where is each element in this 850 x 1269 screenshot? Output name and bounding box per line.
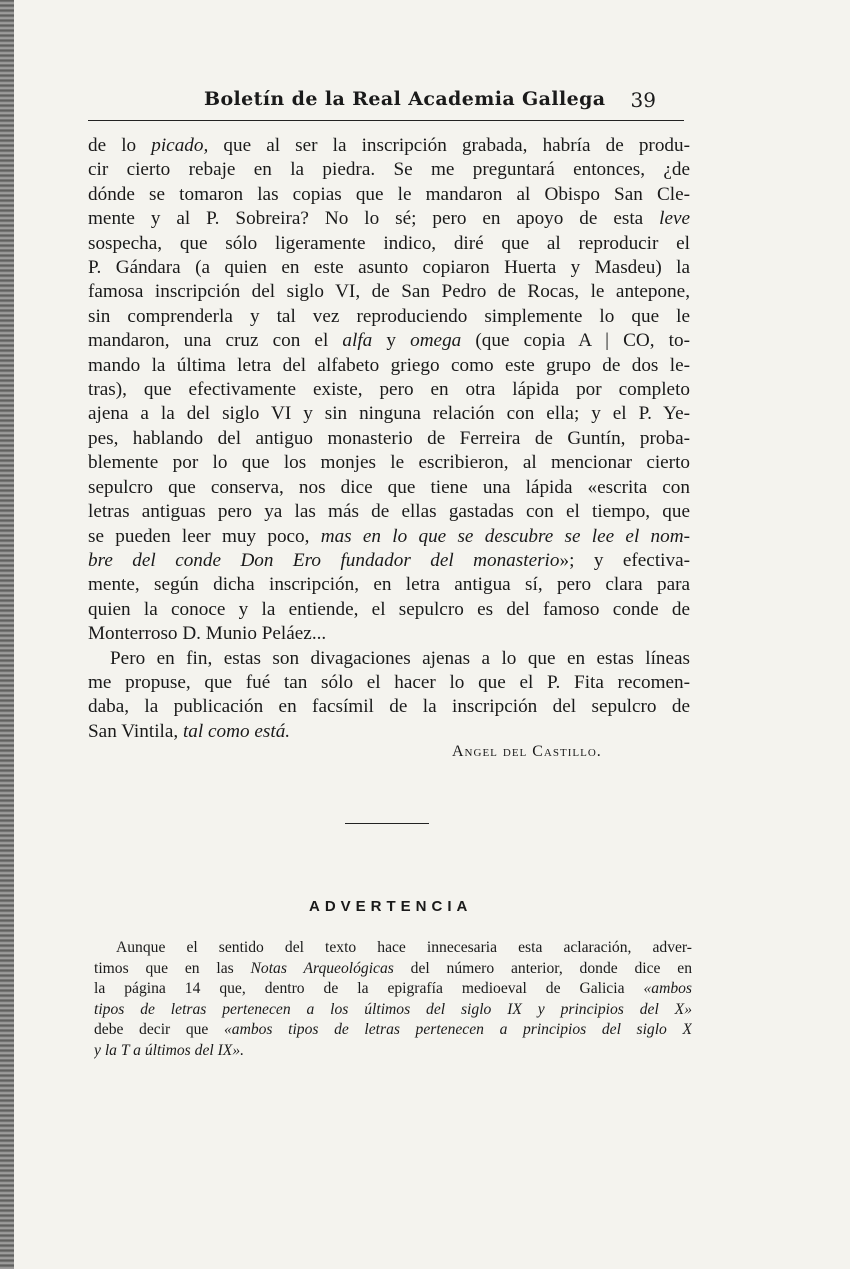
body-text-line: ajena a la del siglo VI y sin ninguna relación con ella; y el P. Ye- — [88, 403, 690, 425]
body-text-line: San Vintila, tal como está. — [88, 720, 291, 742]
body-text-line: blemente por lo que los monjes le escribieron, al mencionar cierto — [88, 452, 690, 474]
body-text-line: Pero en fin, estas son divagaciones ajenas a lo que en estas líneas — [110, 647, 690, 669]
article-body — [88, 134, 690, 744]
notice-body — [94, 938, 692, 1062]
body-text-line: tras), que efectivamente existe, pero en otra lápida por completo — [88, 379, 690, 401]
body-text-line: cir cierto rebaje en la piedra. Se me preguntará entonces, ¿de — [88, 159, 690, 181]
body-text-line: mandaron, una cruz con el alfa y omega (que copia A | CO, to- — [88, 330, 690, 352]
notice-text-line: Aunque el sentido del texto hace innecesaria esta aclaración, adver- — [116, 939, 692, 956]
body-text-line: sin comprenderla y tal vez reproduciendo simplemente lo que le — [88, 305, 690, 327]
body-text-line: letras antiguas pero ya las más de ellas gastadas con el tiempo, que — [88, 501, 690, 523]
body-text-line: sepulcro que conserva, nos dice que tiene una lápida «escrita con — [88, 476, 690, 498]
notice-heading: ADVERTENCIA — [309, 898, 473, 915]
body-text-line: de lo picado, que al ser la inscripción grabada, habría de produ- — [88, 135, 690, 156]
book-binding-edge — [0, 0, 14, 1269]
body-text-line: mando la última letra del alfabeto griego como este grupo de dos le- — [88, 354, 690, 376]
body-text-line: dónde se tomaron las copias que le mandaron al Obispo San Cle- — [88, 183, 690, 205]
body-text-line: bre del conde Don Ero fundador del monasterio»; y efectiva- — [88, 549, 690, 571]
body-text-line: mente, según dicha inscripción, en letra antigua sí, pero clara para — [88, 574, 690, 596]
body-text-line: daba, la publicación en facsímil de la inscripción del sepulcro de — [88, 696, 690, 718]
body-text-line: se pueden leer muy poco, mas en lo que se descubre se lee el nom- — [88, 525, 690, 547]
body-text-line: Monterroso D. Munio Peláez... — [88, 623, 327, 645]
body-text-line: famosa inscripción del siglo VI, de San Pedro de Rocas, le antepone, — [88, 281, 690, 303]
body-text-line: quien la conoce y la entiende, el sepulcro es del famoso conde de — [88, 598, 690, 620]
body-text-line: sospecha, que sólo ligeramente indico, diré que al reproducir el — [88, 232, 690, 254]
running-header — [88, 86, 684, 121]
page-number: 39 — [630, 88, 656, 112]
notice-text-line: y la T a últimos del IX». — [94, 1041, 245, 1059]
body-text-line: mente y al P. Sobreira? No lo sé; pero en apoyo de esta leve — [88, 208, 690, 230]
notice-text-line: tipos de letras pertenecen a los últimos del siglo IX y principios del X» — [94, 1000, 692, 1018]
journal-title: Boletín de la Real Academia Gallega — [204, 88, 606, 110]
body-text-line: P. Gándara (a quien en este asunto copiaron Huerta y Masdeu) la — [88, 257, 690, 279]
section-divider — [345, 823, 429, 824]
author-signature: Angel del Castillo. — [452, 743, 602, 760]
body-text-line: pes, hablando del antiguo monasterio de Ferreira de Guntín, proba- — [88, 427, 690, 449]
body-text-line: me propuse, que fué tan sólo el hacer lo que el P. Fita recomen- — [88, 671, 690, 693]
notice-text-line: timos que en las Notas Arqueológicas del número anterior, donde dice en — [94, 959, 692, 977]
notice-text-line: debe decir que «ambos tipos de letras pertenecen a principios del siglo X — [94, 1021, 692, 1039]
notice-text-line: la página 14 que, dentro de la epigrafía medioeval de Galicia «ambos — [94, 980, 692, 998]
